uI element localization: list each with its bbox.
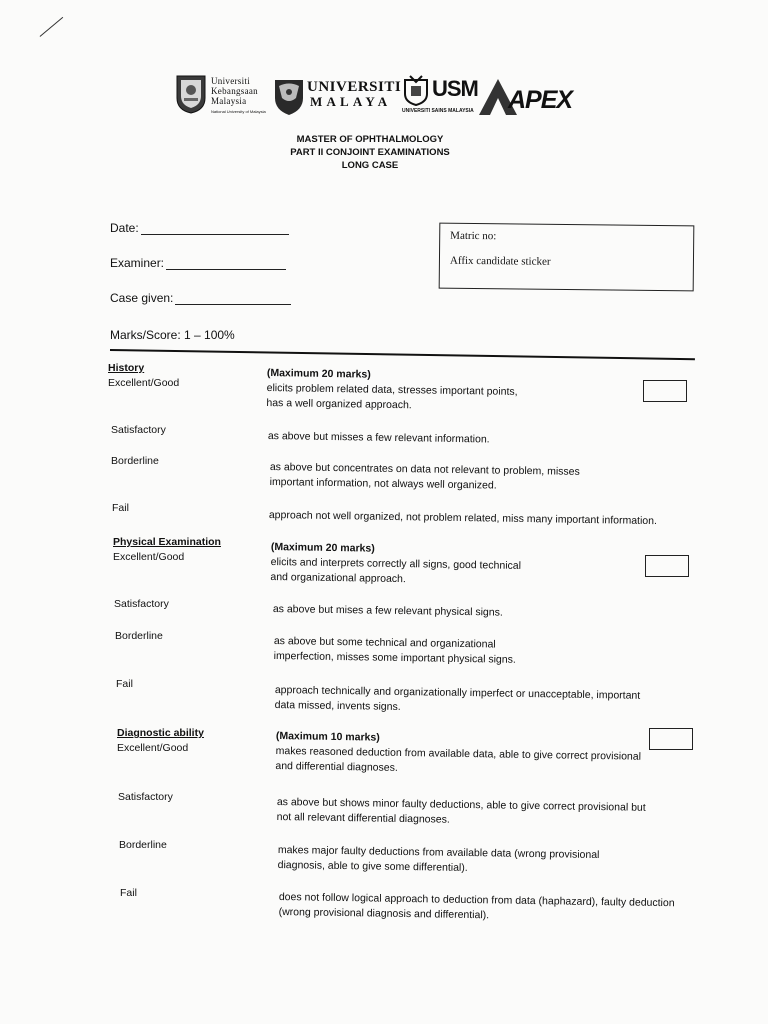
title-line3: LONG CASE bbox=[341, 160, 399, 171]
history-desc-satisfactory bbox=[268, 429, 490, 447]
desc-line: important information, not always well organized. bbox=[269, 475, 497, 492]
history-grade-excellent: Excellent/Good bbox=[108, 377, 180, 389]
diagnostic-title: Diagnostic ability bbox=[117, 727, 204, 739]
matric-label: Matric no: bbox=[450, 229, 497, 243]
physical-grade-excellent: Excellent/Good bbox=[113, 551, 185, 563]
desc-line: as above but misses a few relevant information. bbox=[267, 429, 490, 446]
desc-line: as above but some technical and organizational bbox=[273, 634, 496, 651]
case-given-line[interactable] bbox=[175, 291, 291, 305]
physical-grade-fail: Fail bbox=[116, 678, 133, 690]
examiner-label: Examiner: bbox=[110, 256, 165, 270]
diagnostic-grade-borderline: Borderline bbox=[119, 839, 167, 851]
divider bbox=[110, 349, 695, 360]
physical-grade-borderline: Borderline bbox=[115, 630, 163, 642]
desc-line: approach technically and organizationally imperfect or unacceptable, important bbox=[274, 683, 641, 702]
physical-score-box[interactable] bbox=[645, 555, 689, 577]
desc-line: and organizational approach. bbox=[270, 570, 406, 586]
history-desc-fail bbox=[269, 508, 657, 529]
diagnostic-desc-fail bbox=[279, 890, 675, 926]
desc-line: has a well organized approach. bbox=[266, 396, 412, 412]
desc-line: data missed, invents signs. bbox=[274, 698, 401, 713]
diagnostic-max: (Maximum 10 marks) bbox=[275, 729, 380, 744]
desc-line: makes reasoned deduction from available data, able to give correct provisional bbox=[275, 744, 642, 763]
history-desc-borderline bbox=[270, 460, 580, 495]
diagnostic-score-box[interactable] bbox=[649, 728, 693, 750]
um-line1: UNIVERSITI bbox=[307, 79, 402, 95]
ukm-crest-icon bbox=[175, 74, 207, 114]
usm-subtitle: UNIVERSITI SAINS MALAYSIA bbox=[402, 108, 474, 114]
desc-line: elicits and interprets correctly all signs, good technical bbox=[270, 555, 522, 572]
desc-line: (wrong provisional diagnosis and differential). bbox=[278, 905, 490, 922]
examiner-line[interactable] bbox=[166, 256, 286, 270]
desc-line: as above but mises a few relevant physical signs. bbox=[272, 602, 503, 619]
um-line2: MALAYA bbox=[310, 94, 392, 109]
desc-line: diagnosis, able to give some differential). bbox=[277, 858, 468, 874]
ukm-line2: Kebangsaan bbox=[211, 86, 258, 96]
physical-exam-title: Physical Examination bbox=[113, 536, 221, 548]
case-given-label: Case given: bbox=[110, 291, 174, 305]
physical-max: (Maximum 20 marks) bbox=[270, 540, 375, 555]
physical-desc-borderline bbox=[274, 634, 517, 668]
ukm-logo bbox=[175, 74, 275, 116]
apex-logo bbox=[478, 76, 573, 118]
history-score-box[interactable] bbox=[643, 380, 687, 402]
date-label: Date: bbox=[110, 221, 139, 235]
desc-line: does not follow logical approach to deduction from data (haphazard), faulty deduction bbox=[278, 890, 675, 910]
pen-mark bbox=[40, 17, 64, 37]
desc-line: and differential diagnoses. bbox=[275, 759, 398, 774]
date-line[interactable] bbox=[141, 221, 289, 235]
diagnostic-desc-excellent bbox=[275, 729, 641, 780]
desc-line: not all relevant differential diagnoses. bbox=[276, 810, 450, 826]
um-logo bbox=[274, 78, 402, 118]
matric-sticker-box[interactable] bbox=[439, 223, 695, 292]
apex-text: APEX bbox=[508, 86, 573, 114]
history-grade-fail: Fail bbox=[112, 502, 129, 514]
usm-text: USM bbox=[432, 76, 478, 101]
ukm-line1: Universiti bbox=[211, 76, 250, 86]
physical-grade-satisfactory: Satisfactory bbox=[114, 598, 169, 610]
diagnostic-grade-excellent: Excellent/Good bbox=[117, 742, 189, 754]
history-grade-borderline: Borderline bbox=[111, 455, 159, 467]
desc-line: as above but concentrates on data not relevant to problem, misses bbox=[269, 460, 580, 478]
examiner-field[interactable] bbox=[110, 256, 286, 270]
physical-desc-satisfactory bbox=[273, 602, 503, 621]
diagnostic-grade-satisfactory: Satisfactory bbox=[118, 791, 173, 803]
title-line1: MASTER OF OPHTHALMOLOGY bbox=[296, 134, 444, 145]
um-crest-icon bbox=[274, 78, 304, 116]
history-title: History bbox=[108, 362, 145, 374]
ukm-subtitle: National University of Malaysia bbox=[211, 109, 266, 114]
desc-line: elicits problem related data, stresses important points, bbox=[266, 381, 518, 398]
physical-desc-fail bbox=[275, 683, 641, 719]
usm-crest-icon bbox=[402, 74, 430, 106]
sticker-label: Affix candidate sticker bbox=[449, 254, 551, 268]
diagnostic-grade-fail: Fail bbox=[120, 887, 137, 899]
history-max: (Maximum 20 marks) bbox=[266, 366, 371, 381]
usm-logo bbox=[402, 74, 478, 118]
desc-line: imperfection, misses some important physical signs. bbox=[273, 649, 516, 666]
diagnostic-desc-borderline bbox=[278, 843, 600, 878]
desc-line: approach not well organized, not problem related, miss many important information. bbox=[268, 508, 658, 528]
history-desc-excellent bbox=[266, 366, 518, 415]
diagnostic-desc-satisfactory bbox=[277, 795, 646, 831]
physical-desc-excellent bbox=[270, 540, 521, 589]
date-field[interactable] bbox=[110, 221, 289, 235]
ukm-line3: Malaysia bbox=[211, 96, 247, 106]
desc-line: as above but shows minor faulty deductions, able to give correct provisional but bbox=[276, 795, 646, 814]
marks-score: Marks/Score: 1 – 100% bbox=[110, 328, 235, 342]
exam-title-block bbox=[0, 133, 740, 172]
case-given-field[interactable] bbox=[110, 291, 291, 305]
desc-line: makes major faulty deductions from available data (wrong provisional bbox=[277, 843, 600, 862]
title-line2: PART II CONJOINT EXAMINATIONS bbox=[290, 147, 450, 158]
history-grade-satisfactory: Satisfactory bbox=[111, 424, 166, 436]
